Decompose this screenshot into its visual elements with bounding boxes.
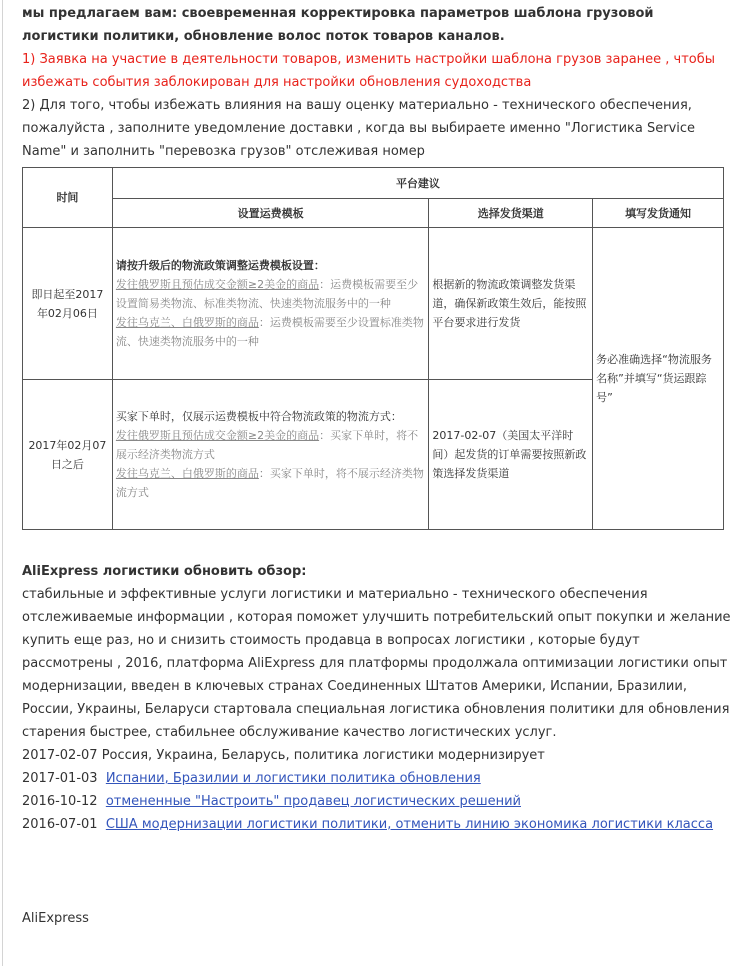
row1-text-ukraine: ：运费模板需要至少设置标准类物流、快速类物流服务中的一种 bbox=[115, 316, 424, 348]
policy-table bbox=[22, 167, 724, 530]
row1-template bbox=[112, 228, 428, 380]
notice-cell: 务必准确选择“物流服务名称”并填写“货运跟踪号” bbox=[593, 228, 724, 530]
row1-link-russia[interactable]: 发往俄罗斯且预估成交金额≥2美金的商品 bbox=[115, 278, 320, 291]
footer-brand: AliExpress bbox=[22, 911, 89, 926]
overview-title: AliExpress логистики обновить обзор: bbox=[22, 564, 307, 579]
row2-time: 2017年02月07日之后 bbox=[23, 380, 113, 530]
update-text: Россия, Украина, Беларусь, политика логистики модернизирует bbox=[101, 748, 545, 763]
row1-channel: 根据新的物流政策调整发货渠道，确保新政策生效后，能按照平台要求进行发货 bbox=[429, 228, 593, 380]
header-channel: 选择发货渠道 bbox=[429, 199, 593, 228]
row2-text-ukraine: ：买家下单时，将不展示经济类物流方式 bbox=[115, 467, 424, 499]
article-content bbox=[22, 0, 734, 836]
row2-link-russia[interactable]: 发往俄罗斯且预估成交金额≥2美金的商品 bbox=[115, 429, 320, 442]
update-link[interactable]: Испании, Бразилии и логистики политика обновления bbox=[105, 771, 481, 786]
header-template: 设置运费模板 bbox=[112, 199, 428, 228]
intro-point-2: 2) Для того, чтобы избежать влияния на вашу оценку материально - технического обеспечения, пожалуйста , заполните уведомление доставки , когда вы выбираете именно "Логистика Service Name" и заполнить "перевозка грузов" отслеживая номер bbox=[22, 98, 696, 159]
header-notice: 填写发货通知 bbox=[593, 199, 724, 228]
header-time: 时间 bbox=[23, 168, 113, 228]
row1-text-russia: ：运费模板需要至少设置简易类物流、标准类物流、快速类物流服务中的一种 bbox=[115, 278, 419, 310]
update-date: 2017-02-07 bbox=[22, 748, 98, 763]
update-item bbox=[22, 790, 734, 813]
update-date: 2016-10-12 bbox=[22, 794, 98, 809]
row2-link-ukraine[interactable]: 发往乌克兰、白俄罗斯的商品 bbox=[115, 467, 259, 480]
row2-template bbox=[112, 380, 428, 530]
update-date: 2017-01-03 bbox=[22, 771, 98, 786]
row1-time: 即日起至2017年02月06日 bbox=[23, 228, 113, 380]
updates-list bbox=[22, 744, 734, 836]
row2-text-russia: ：买家下单时，将不展示经济类物流方式 bbox=[115, 429, 419, 461]
left-border bbox=[2, 0, 3, 966]
intro-point-1: 1) Заявка на участие в деятельности товаров, изменить настройки шаблона грузов заранее , чтобы избежать события заблокирован для настройки обновления судоходства bbox=[22, 52, 716, 90]
intro-heading: мы предлагаем вам: своевременная корректировка параметров шаблона грузовой логистики политики, обновление волос поток товаров каналов. bbox=[22, 6, 654, 44]
update-link[interactable]: США модернизации логистики политики, отменить линию экономика логистики класса bbox=[105, 817, 714, 832]
row2-channel: 2017-02-07（美国太平洋时间）起发货的订单需要按照新政策选择发货渠道 bbox=[429, 380, 593, 530]
update-date: 2016-07-01 bbox=[22, 817, 98, 832]
update-item bbox=[22, 767, 734, 790]
row2-template-title: 买家下单时，仅展示运费模板中符合物流政策的物流方式： bbox=[115, 410, 402, 423]
header-platform: 平台建议 bbox=[112, 168, 723, 199]
update-item bbox=[22, 813, 734, 836]
row1-template-title: 请按升级后的物流政策调整运费模板设置： bbox=[115, 259, 325, 272]
overview-body: стабильные и эффективные услуги логистики и материально - технического обеспечения отслеживаемые информации , которая поможет улучшить потребительский опыт покупки и желание купить еще раз, но и снизить стоимость продавца в вопросах логистики , которые будут рассмотрены , 2016, платформа AliExpress для платформы продолжала оптимизации логистики опыт модернизации, введен в ключевых странах Соединенных Штатов Америки, Испании, Бразилии, России, Украины, Беларуси стартовала специальная логистика обновления политики для обновления старения быстрее, стабильнее обслуживание качество логистических услуг. bbox=[22, 587, 731, 740]
row1-link-ukraine[interactable]: 发往乌克兰、白俄罗斯的商品 bbox=[115, 316, 259, 329]
update-item bbox=[22, 744, 734, 767]
update-link[interactable]: отмененные "Настроить" продавец логистических решений bbox=[105, 794, 521, 809]
